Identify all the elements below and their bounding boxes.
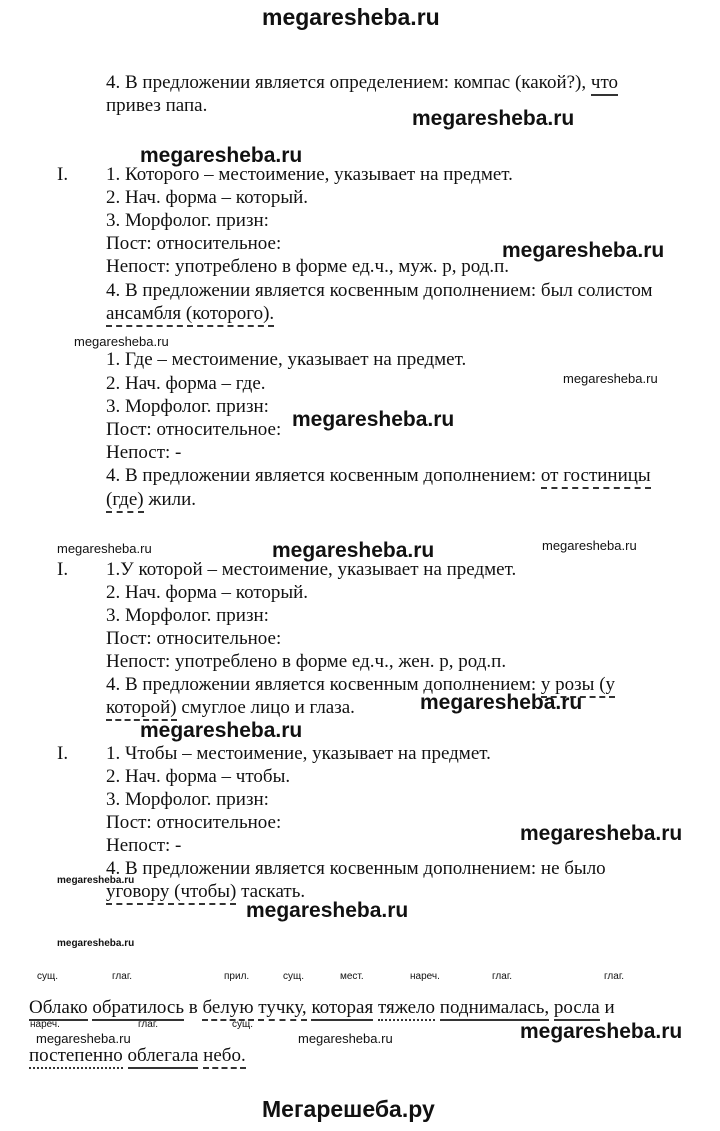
block3-underlined-word: которой)	[106, 697, 177, 721]
analysis-word-predicate: поднималась,	[440, 997, 549, 1021]
block4-line1: 1. Чтобы – местоимение, указывает на предмет.	[106, 743, 491, 764]
watermark: megaresheba.ru	[57, 938, 135, 949]
block1-underlined-object: ансамбля (которого).	[106, 303, 274, 327]
watermark: megaresheba.ru	[140, 719, 303, 742]
block3-line7	[106, 698, 355, 717]
block2-line4: Пост: относительное:	[106, 419, 282, 440]
watermark: megaresheba.ru	[542, 538, 637, 553]
pos-tag: глаг.	[492, 971, 513, 982]
block1-line1: 1. Которого – местоимение, указывает на предмет.	[106, 164, 513, 185]
block3-line4: Пост: относительное:	[106, 628, 282, 649]
pos-tag: нареч.	[30, 1019, 60, 1030]
watermark: megaresheba.ru	[57, 875, 135, 886]
block3-text: 4. В предложении является косвенным дополнением:	[106, 674, 537, 695]
block2-line3: 3. Морфолог. призн:	[106, 396, 269, 417]
watermark: megaresheba.ru	[520, 822, 683, 845]
block0-text: 4. В предложении является определением: компас (какой?),	[106, 72, 587, 93]
analysis-word-object: тучку,	[258, 997, 306, 1021]
watermark: megaresheba.ru	[246, 899, 409, 922]
pos-tag: глаг.	[112, 971, 133, 982]
analysis-sentence-line1	[29, 998, 615, 1017]
watermark: megaresheba.ru	[563, 371, 658, 386]
watermark: megaresheba.ru	[502, 239, 665, 262]
block3-text: смуглое лицо и глаза.	[181, 697, 355, 718]
block4-line6: 4. В предложении является косвенным дополнением: не было	[106, 858, 606, 879]
block3-line3: 3. Морфолог. призн:	[106, 605, 269, 626]
block2-line1: 1. Где – местоимение, указывает на предмет.	[106, 349, 467, 370]
analysis-word-adverbial: постепенно	[29, 1045, 123, 1069]
watermark: megaresheba.ru	[292, 408, 455, 431]
block0-line2: привез папа.	[106, 95, 208, 116]
watermark: megaresheba.ru	[140, 144, 303, 167]
block2-line5: Непост: -	[106, 442, 182, 463]
analysis-word-predicate: облегала	[128, 1045, 199, 1069]
block1-line7	[106, 304, 274, 323]
block3-underlined-object: у розы (у	[541, 674, 615, 698]
analysis-word: в	[188, 997, 198, 1018]
block4-underlined-object: уговору (чтобы)	[106, 881, 236, 905]
watermark: megaresheba.ru	[298, 1031, 393, 1046]
analysis-word-object: небо.	[203, 1045, 246, 1069]
watermark: megaresheba.ru	[420, 691, 583, 714]
block3-line5: Непост: употреблено в форме ед.ч., жен. р, род.п.	[106, 651, 507, 672]
watermark: megaresheba.ru	[412, 107, 575, 130]
analysis-word-attribute: белую	[202, 997, 253, 1021]
block4-line4: Пост: относительное:	[106, 812, 282, 833]
footer-site-title: Мегарешеба.ру	[262, 1096, 435, 1122]
block1-line4: Пост: относительное:	[106, 233, 282, 254]
watermark: megaresheba.ru	[74, 334, 169, 349]
block4-line3: 3. Морфолог. призн:	[106, 789, 269, 810]
block2-line2: 2. Нач. форма – где.	[106, 373, 266, 394]
block2-underlined-object: от гостиницы	[541, 465, 651, 489]
analysis-word: и	[604, 997, 615, 1018]
analysis-word-subject: Облако	[29, 997, 88, 1021]
pos-tag: сущ.	[37, 971, 59, 982]
pos-tag: глаг.	[604, 971, 625, 982]
watermark: megaresheba.ru	[520, 1020, 683, 1043]
block2-underlined-word: (где)	[106, 489, 144, 513]
block4-line5: Непост: -	[106, 835, 182, 856]
block0-line1	[106, 73, 618, 92]
watermark: megaresheba.ru	[57, 541, 152, 556]
block2-text: жили.	[148, 489, 197, 510]
roman-numeral: I.	[57, 743, 69, 764]
block2-line6	[106, 466, 651, 485]
header-site-title: megaresheba.ru	[262, 4, 440, 30]
analysis-sentence-line2	[29, 1046, 246, 1065]
pos-tag: глаг.	[138, 1019, 159, 1030]
block2-text: 4. В предложении является косвенным дополнением:	[106, 465, 537, 486]
analysis-word-predicate: обратилось	[92, 997, 184, 1021]
pos-tag: сущ.	[283, 971, 305, 982]
block3-line2: 2. Нач. форма – который.	[106, 582, 309, 603]
analysis-word-adverbial: тяжело	[378, 997, 435, 1021]
pos-tag: мест.	[340, 971, 364, 982]
block1-line3: 3. Морфолог. призн:	[106, 210, 269, 231]
pos-tag: прил.	[224, 971, 250, 982]
roman-numeral: I.	[57, 559, 69, 580]
block1-line2: 2. Нач. форма – который.	[106, 187, 309, 208]
block4-line2: 2. Нач. форма – чтобы.	[106, 766, 291, 787]
block1-line6: 4. В предложении является косвенным дополнением: был солистом	[106, 280, 653, 301]
block0-underlined-word: что	[591, 72, 618, 96]
block4-text: таскать.	[241, 881, 306, 902]
analysis-word-subject: которая	[311, 997, 373, 1021]
pos-tag: сущ.	[232, 1019, 254, 1030]
analysis-word-predicate: росла	[554, 997, 600, 1021]
block1-line5: Непост: употреблено в форме ед.ч., муж. р, род.п.	[106, 256, 510, 277]
watermark: megaresheba.ru	[36, 1031, 131, 1046]
watermark: megaresheba.ru	[272, 539, 435, 562]
pos-tag: нареч.	[410, 971, 440, 982]
block2-line7	[106, 490, 196, 509]
block3-line1: 1.У которой – местоимение, указывает на предмет.	[106, 559, 517, 580]
roman-numeral: I.	[57, 164, 69, 185]
